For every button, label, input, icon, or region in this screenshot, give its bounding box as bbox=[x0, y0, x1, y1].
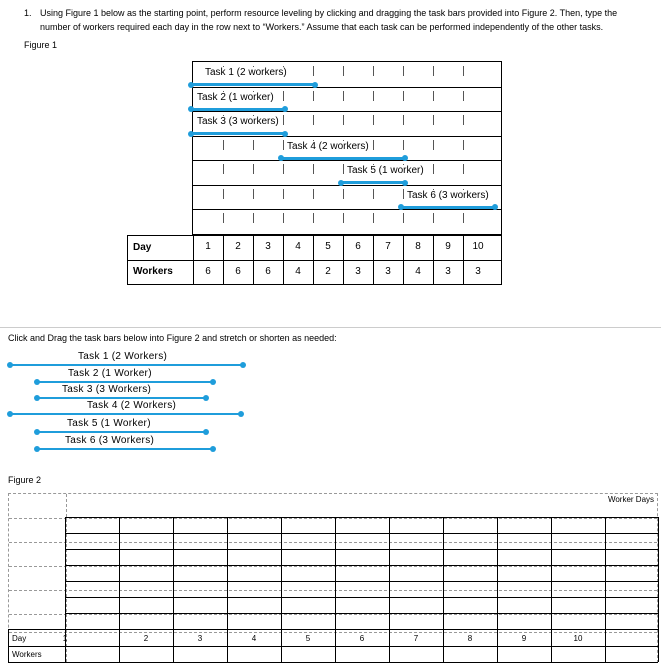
figure2-task-row[interactable] bbox=[65, 517, 605, 533]
figure1-label: Figure 1 bbox=[24, 40, 58, 50]
figure1-task-label: Task 6 (3 workers) bbox=[407, 189, 489, 201]
figure1-tick bbox=[463, 66, 464, 76]
figure1-day-cell: 8 bbox=[415, 241, 421, 252]
figure1-bar-end-handle bbox=[402, 180, 408, 186]
figure1-bar-end-handle bbox=[402, 155, 408, 161]
figure1-tick bbox=[343, 213, 344, 223]
figure2-col-line bbox=[8, 629, 9, 662]
figure1-bar-start-handle bbox=[338, 180, 344, 186]
figure1-bar-start-handle bbox=[278, 155, 284, 161]
figure2-task-row[interactable] bbox=[65, 533, 605, 549]
figure1-day-cell: 9 bbox=[445, 241, 451, 252]
figure1-tick bbox=[433, 66, 434, 76]
figure1-tick bbox=[343, 91, 344, 101]
figure1-bar-start-handle bbox=[188, 106, 194, 112]
figure2-day-cell: 8 bbox=[467, 634, 473, 643]
figure1-tick bbox=[373, 213, 374, 223]
figure2-workers-input[interactable] bbox=[551, 648, 605, 661]
figure1-row-line bbox=[193, 185, 501, 186]
draggable-bar-line[interactable] bbox=[37, 431, 206, 433]
figure2-workers-header: Workers bbox=[12, 650, 42, 659]
figure1-tick bbox=[283, 213, 284, 223]
figure1-task-bar bbox=[281, 157, 405, 160]
figure1-task-label: Task 2 (1 worker) bbox=[197, 91, 274, 103]
figure2-workers-input[interactable] bbox=[227, 648, 281, 661]
figure1-day-cell: 7 bbox=[385, 241, 391, 252]
figure1-workers-cell: 6 bbox=[205, 266, 211, 277]
figure1-tick bbox=[313, 164, 314, 174]
figure1-day-cell: 6 bbox=[355, 241, 361, 252]
figure2-row-line bbox=[8, 629, 658, 630]
figure1-tick bbox=[433, 164, 434, 174]
figure2-day-cell: 4 bbox=[251, 634, 257, 643]
figure2-day-cell: 2 bbox=[143, 634, 149, 643]
figure1-workers-cell: 2 bbox=[325, 266, 331, 277]
figure1-tick bbox=[313, 66, 314, 76]
figure2-row-line bbox=[8, 662, 658, 663]
figure2-task-row[interactable] bbox=[65, 549, 605, 565]
figure2-dashed-row bbox=[9, 632, 657, 633]
figure1-tick bbox=[463, 115, 464, 125]
figure1-tick bbox=[403, 213, 404, 223]
figure1-day-header: Day bbox=[133, 242, 152, 253]
drag-start-handle[interactable] bbox=[34, 429, 40, 435]
drag-prompt: Click and Drag the task bars below into Figure 2 and stretch or shorten as needed: bbox=[8, 333, 337, 343]
drag-end-handle[interactable] bbox=[238, 411, 244, 417]
figure1-tick bbox=[283, 115, 284, 125]
draggable-task-label: Task 5 (1 Worker) bbox=[67, 418, 151, 429]
draggable-bar-line[interactable] bbox=[37, 448, 213, 450]
figure1-tick bbox=[463, 164, 464, 174]
figure2-workers-input[interactable] bbox=[443, 648, 497, 661]
figure1-workers-cell: 4 bbox=[295, 266, 301, 277]
draggable-task-label: Task 4 (2 Workers) bbox=[87, 400, 177, 411]
figure2-day-cell: 5 bbox=[305, 634, 311, 643]
draggable-bar-line[interactable] bbox=[37, 381, 213, 383]
figure1-task-bar bbox=[341, 181, 405, 184]
figure1-tick bbox=[463, 140, 464, 150]
figure1-tick bbox=[283, 189, 284, 199]
drag-start-handle[interactable] bbox=[34, 379, 40, 385]
figure1-bar-start-handle bbox=[188, 82, 194, 88]
worker-days-header: Worker Days bbox=[607, 495, 655, 504]
figure1-tick bbox=[433, 213, 434, 223]
section-divider bbox=[0, 327, 661, 328]
figure1-tick bbox=[223, 164, 224, 174]
figure1-tick bbox=[403, 91, 404, 101]
drag-end-handle[interactable] bbox=[240, 362, 246, 368]
figure2-task-row[interactable] bbox=[65, 581, 605, 597]
figure1-tick bbox=[463, 91, 464, 101]
draggable-task-label: Task 6 (3 Workers) bbox=[65, 435, 155, 446]
figure1-tick bbox=[403, 115, 404, 125]
figure2-day-cell: 3 bbox=[197, 634, 203, 643]
draggable-task-label: Task 1 (2 Workers) bbox=[78, 351, 168, 362]
figure1-tick bbox=[403, 189, 404, 199]
figure1-table bbox=[127, 235, 502, 285]
figure1-tick bbox=[343, 164, 344, 174]
figure1-tick bbox=[253, 140, 254, 150]
figure1-gantt bbox=[192, 61, 502, 235]
worker-days-total-input[interactable] bbox=[605, 648, 658, 661]
figure2-workers-input[interactable] bbox=[281, 648, 335, 661]
figure1-tick bbox=[313, 91, 314, 101]
figure1-tick bbox=[283, 140, 284, 150]
figure1-tick bbox=[283, 164, 284, 174]
figure1-tick bbox=[343, 115, 344, 125]
figure1-row-line bbox=[193, 209, 501, 210]
figure1-bar-start-handle bbox=[188, 131, 194, 137]
figure1-tick bbox=[343, 189, 344, 199]
figure1-row-line bbox=[193, 136, 501, 137]
figure1-row-line bbox=[193, 87, 501, 88]
figure1-bar-end-handle bbox=[282, 131, 288, 137]
figure1-tick bbox=[343, 66, 344, 76]
figure1-day-cell: 5 bbox=[325, 241, 331, 252]
figure2-row-line bbox=[8, 646, 658, 647]
figure1-tick bbox=[433, 91, 434, 101]
figure1-workers-cell: 3 bbox=[475, 266, 481, 277]
drag-end-handle[interactable] bbox=[203, 395, 209, 401]
figure1-tick bbox=[313, 115, 314, 125]
drag-start-handle[interactable] bbox=[7, 411, 13, 417]
figure1-workers-cell: 4 bbox=[415, 266, 421, 277]
figure1-table-divider bbox=[128, 260, 501, 261]
figure1-task-bar bbox=[401, 206, 495, 209]
figure1-bar-end-handle bbox=[282, 106, 288, 112]
figure1-day-cell: 10 bbox=[472, 241, 484, 252]
figure1-tick bbox=[373, 115, 374, 125]
figure2-day-header: Day bbox=[12, 634, 27, 643]
figure2-task-row[interactable] bbox=[65, 613, 605, 629]
figure1-tick bbox=[283, 91, 284, 101]
figure1-workers-cell: 3 bbox=[445, 266, 451, 277]
drag-end-handle[interactable] bbox=[210, 446, 216, 452]
figure1-task-bar bbox=[191, 108, 285, 111]
figure1-tick bbox=[373, 66, 374, 76]
figure2-day-cell: 1 bbox=[62, 634, 68, 643]
figure1-tick bbox=[253, 213, 254, 223]
figure2-day-cell: 9 bbox=[521, 634, 527, 643]
figure1-tick bbox=[433, 140, 434, 150]
instructions-text: Using Figure 1 below as the starting point, perform resource leveling by clicking and dragging the task bars provided into Figure 2. Then, type the number of workers required each day in the row next to “Workers.” Assume that each task can be performed independently of the other tasks. bbox=[40, 8, 618, 32]
figure2-workers-input[interactable] bbox=[335, 648, 389, 661]
figure1-workers-cell: 6 bbox=[235, 266, 241, 277]
drag-start-handle[interactable] bbox=[34, 446, 40, 452]
draggable-bar-line[interactable] bbox=[37, 397, 206, 399]
figure2-label: Figure 2 bbox=[8, 475, 42, 485]
figure2-workers-input[interactable] bbox=[119, 648, 173, 661]
figure1-tick bbox=[373, 189, 374, 199]
draggable-task-label: Task 3 (3 Workers) bbox=[62, 384, 152, 395]
drag-start-handle[interactable] bbox=[7, 362, 13, 368]
figure2-day-cell: 6 bbox=[359, 634, 365, 643]
figure2-task-row[interactable] bbox=[65, 565, 605, 581]
draggable-task-label: Task 2 (1 Worker) bbox=[68, 368, 152, 379]
figure1-task-label: Task 3 (3 workers) bbox=[197, 116, 279, 127]
figure1-tick bbox=[403, 66, 404, 76]
figure2-task-row[interactable] bbox=[65, 597, 605, 613]
figure1-day-cell: 2 bbox=[235, 241, 241, 252]
figure1-tick bbox=[223, 140, 224, 150]
figure1-bar-start-handle bbox=[398, 204, 404, 210]
figure1-tick bbox=[403, 140, 404, 150]
figure2-workers-input[interactable] bbox=[389, 648, 443, 661]
figure1-bar-end-handle bbox=[312, 82, 318, 88]
figure1-workers-header: Workers bbox=[133, 266, 173, 277]
question-number: 1. bbox=[24, 8, 32, 18]
drag-end-handle[interactable] bbox=[203, 429, 209, 435]
draggable-bar-line[interactable] bbox=[10, 413, 241, 415]
figure1-day-cell: 4 bbox=[295, 241, 301, 252]
figure1-workers-cell: 3 bbox=[355, 266, 361, 277]
figure1-task-bar bbox=[191, 132, 285, 135]
figure1-task-label: Task 5 (1 worker) bbox=[347, 165, 424, 176]
figure2-col-line bbox=[658, 517, 659, 662]
drag-end-handle[interactable] bbox=[210, 379, 216, 385]
figure1-row-line bbox=[193, 111, 501, 112]
figure1-tick bbox=[373, 140, 374, 150]
figure2-col-line bbox=[605, 517, 606, 662]
figure1-tick bbox=[253, 189, 254, 199]
figure1-task-label: Task 4 (2 workers) bbox=[287, 140, 369, 152]
figure2-workers-input[interactable] bbox=[65, 648, 119, 661]
figure1-row-line bbox=[193, 160, 501, 161]
figure2-day-cell: 7 bbox=[413, 634, 419, 643]
figure2-workers-input[interactable] bbox=[173, 648, 227, 661]
drag-start-handle[interactable] bbox=[34, 395, 40, 401]
figure1-workers-cell: 6 bbox=[265, 266, 271, 277]
figure1-tick bbox=[373, 91, 374, 101]
figure1-task-bar bbox=[191, 83, 315, 86]
figure1-day-cell: 1 bbox=[205, 241, 211, 252]
figure2-day-cell: 10 bbox=[573, 634, 583, 643]
figure1-tick bbox=[223, 213, 224, 223]
figure1-tick bbox=[433, 115, 434, 125]
figure1-tick bbox=[313, 189, 314, 199]
figure1-bar-end-handle bbox=[492, 204, 498, 210]
figure1-day-cell: 3 bbox=[265, 241, 271, 252]
figure1-task-label: Task 1 (2 workers) bbox=[205, 67, 287, 78]
figure1-tick bbox=[463, 213, 464, 223]
figure1-workers-cell: 3 bbox=[385, 266, 391, 277]
figure2-workers-input[interactable] bbox=[497, 648, 551, 661]
draggable-bar-line[interactable] bbox=[10, 364, 243, 366]
figure1-tick bbox=[253, 164, 254, 174]
figure1-tick bbox=[223, 189, 224, 199]
figure1-tick bbox=[313, 213, 314, 223]
